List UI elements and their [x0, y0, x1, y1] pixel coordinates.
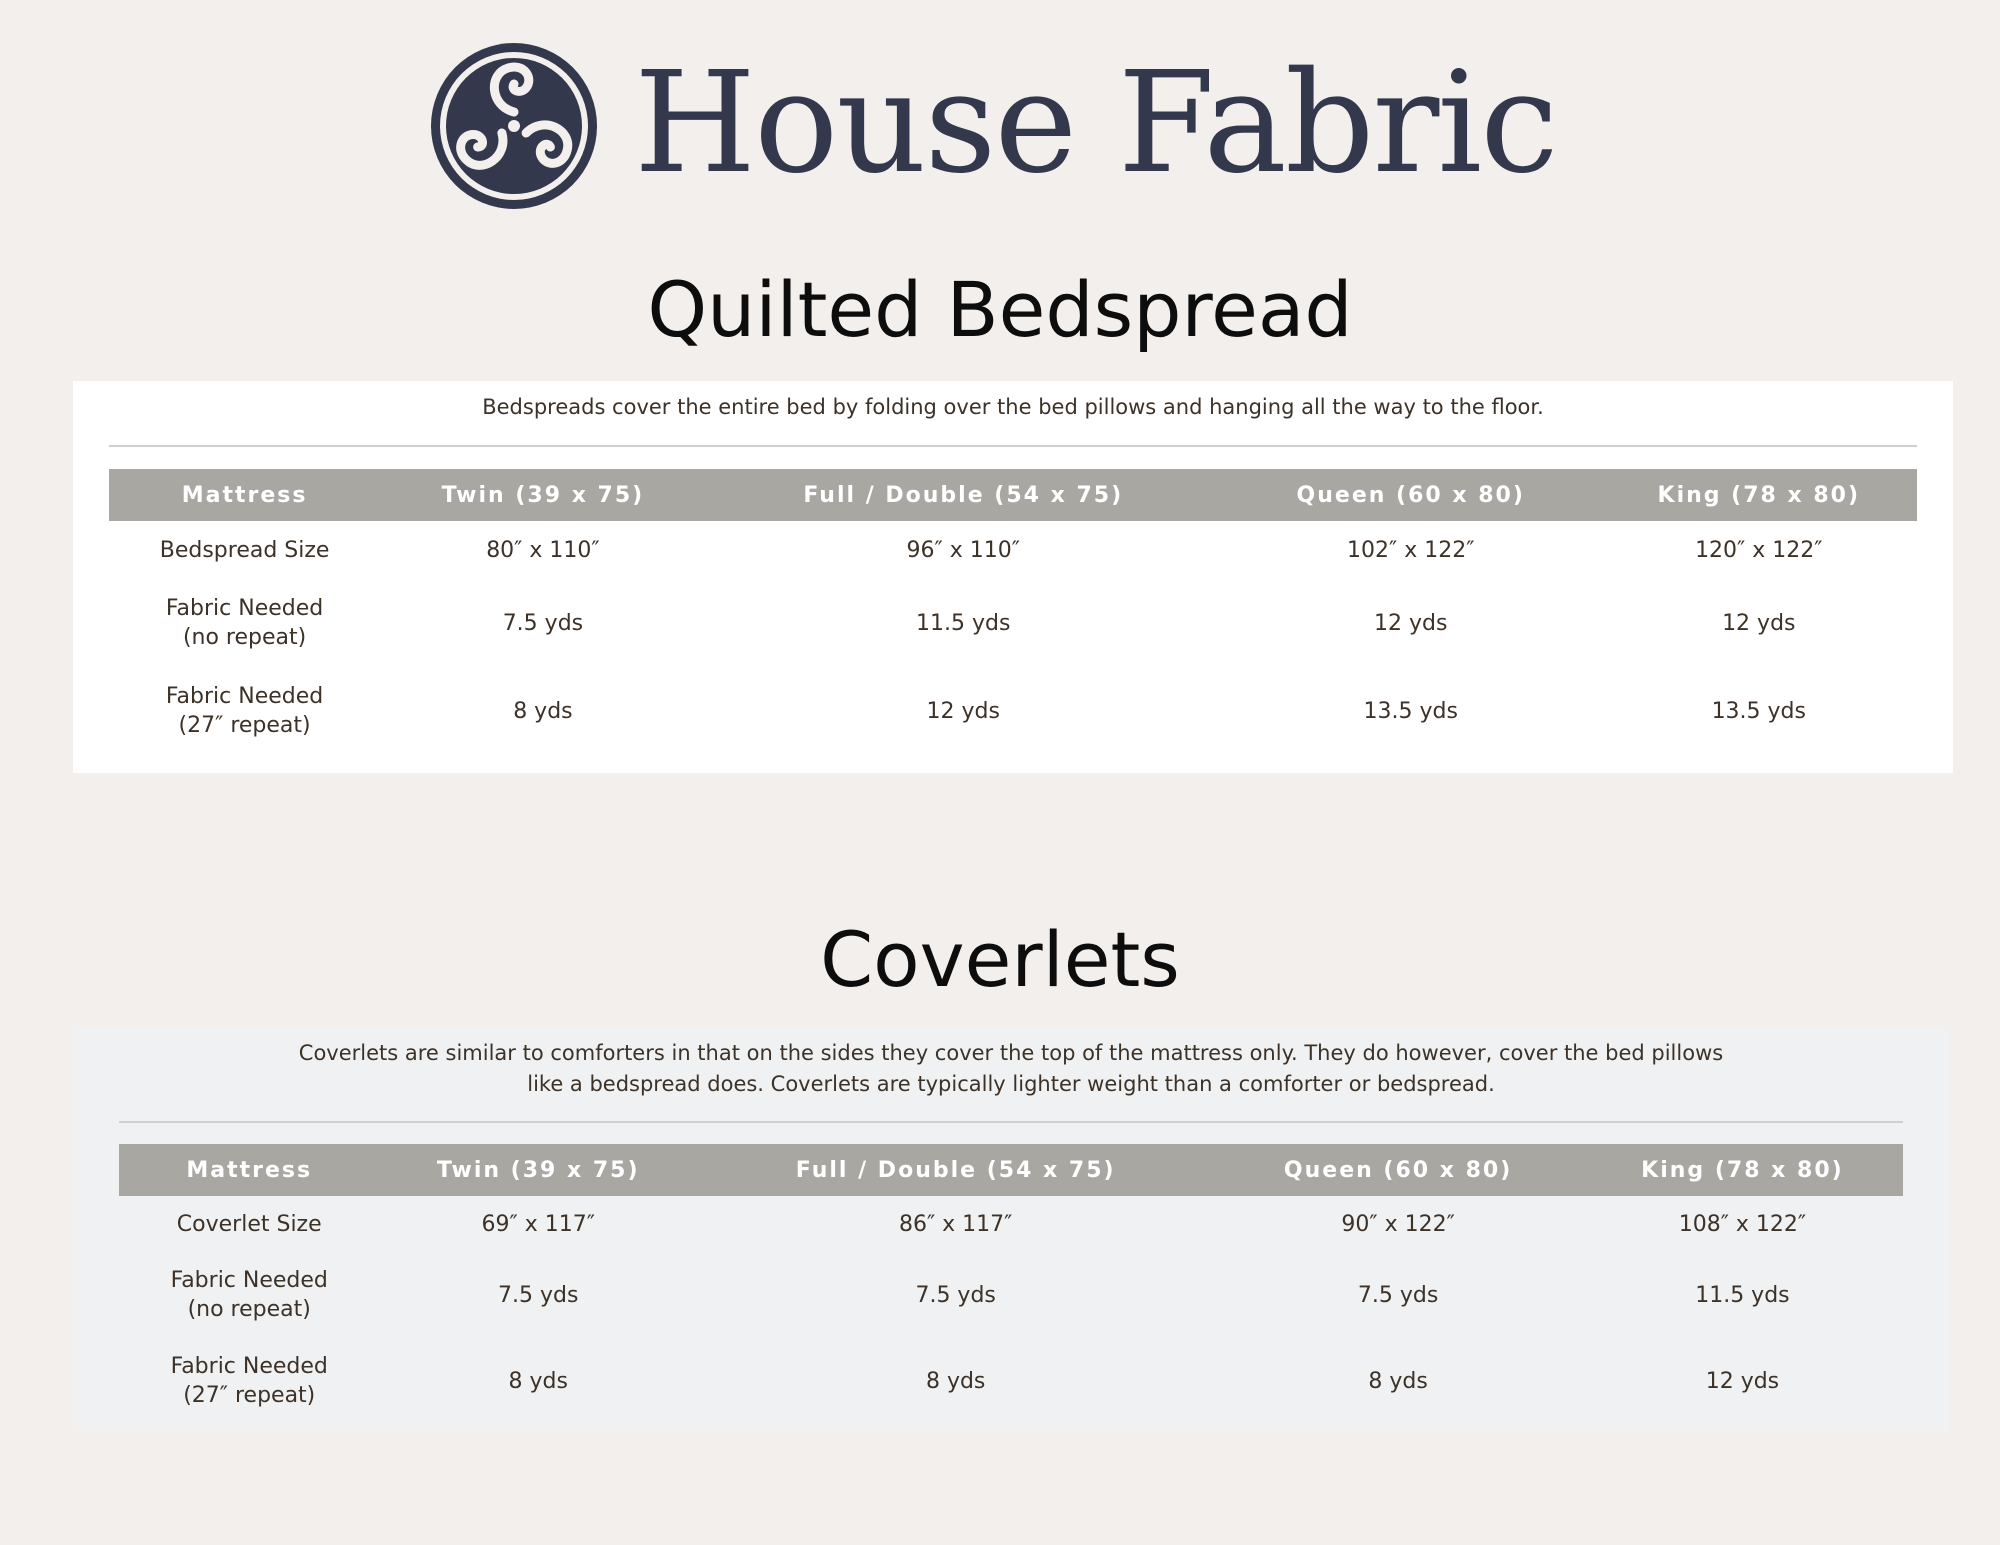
column-header-full-double: Full / Double (54 x 75) — [697, 1144, 1214, 1196]
row-label: Coverlet Size — [176, 1211, 322, 1237]
column-header-king: King (78 x 80) — [1582, 1144, 1903, 1196]
table-row — [119, 1196, 1903, 1252]
table-cell: 8 yds — [513, 698, 573, 724]
coverlet-size-table — [119, 1144, 1903, 1424]
table-cell: 13.5 yds — [1363, 698, 1458, 724]
table-cell: 102″ x 122″ — [1347, 537, 1475, 563]
table-cell: 8 yds — [925, 1368, 986, 1394]
divider — [109, 445, 1917, 447]
table-cell: 7.5 yds — [502, 610, 584, 636]
table-cell: 12 yds — [926, 698, 1000, 724]
table-cell: 86″ x 117″ — [898, 1211, 1013, 1237]
row-label: Fabric Needed (no repeat) — [165, 596, 324, 650]
table-cell: 12 yds — [1374, 610, 1448, 636]
section-title-quilted-bedspread: Quilted Bedspread — [647, 265, 1353, 354]
row-label: Fabric Needed (27″ repeat) — [165, 684, 324, 738]
table-cell: 7.5 yds — [915, 1282, 996, 1308]
table-cell: 108″ x 122″ — [1678, 1211, 1807, 1237]
column-header-queen: Queen (60 x 80) — [1221, 469, 1601, 521]
row-label: Fabric Needed (27″ repeat) — [170, 1354, 328, 1408]
table-header-row — [109, 469, 1917, 521]
table-row — [109, 579, 1917, 667]
column-header-king: King (78 x 80) — [1601, 469, 1917, 521]
table-cell: 11.5 yds — [916, 610, 1011, 636]
table-cell: 7.5 yds — [1357, 1282, 1439, 1308]
bedspread-panel — [73, 381, 1953, 773]
column-header-mattress: Mattress — [109, 469, 380, 521]
table-row — [119, 1338, 1903, 1424]
column-header-twin: Twin (39 x 75) — [379, 1144, 697, 1196]
description-line: like a bedspread does. Coverlets are typically lighter weight than a comforter or bedspread. — [527, 1072, 1495, 1096]
row-label: Fabric Needed (no repeat) — [170, 1268, 328, 1322]
table-cell: 8 yds — [1368, 1368, 1428, 1394]
table-cell: 8 yds — [508, 1368, 568, 1394]
row-label: Bedspread Size — [159, 537, 330, 563]
table-cell: 80″ x 110″ — [486, 537, 600, 563]
brand-header — [428, 40, 1557, 212]
column-header-twin: Twin (39 x 75) — [380, 469, 705, 521]
coverlets-description — [119, 1027, 1903, 1107]
column-header-mattress: Mattress — [119, 1144, 379, 1196]
column-header-full-double: Full / Double (54 x 75) — [706, 469, 1221, 521]
section-title-coverlets: Coverlets — [820, 915, 1180, 1004]
column-header-queen: Queen (60 x 80) — [1214, 1144, 1582, 1196]
divider — [119, 1121, 1903, 1123]
table-cell: 120″ x 122″ — [1695, 537, 1823, 563]
table-cell: 90″ x 122″ — [1341, 1211, 1455, 1237]
triskele-spiral-icon — [428, 40, 600, 212]
bedspread-description: Bedspreads cover the entire bed by folding over the bed pillows and hanging all the way to the floor. — [482, 395, 1544, 419]
bedspread-size-table — [109, 469, 1917, 755]
description-line: Coverlets are similar to comforters in that on the sides they cover the top of the mattress only. They do however, cover the bed pillows — [298, 1041, 1724, 1065]
table-cell: 12 yds — [1722, 610, 1796, 636]
table-cell: 12 yds — [1705, 1368, 1780, 1394]
table-header-row — [119, 1144, 1903, 1196]
table-cell: 11.5 yds — [1695, 1282, 1790, 1308]
table-cell: 96″ x 110″ — [906, 537, 1020, 563]
table-cell: 69″ x 117″ — [481, 1211, 595, 1237]
table-row — [109, 667, 1917, 755]
table-cell: 13.5 yds — [1711, 698, 1806, 724]
coverlets-panel — [73, 1027, 1949, 1430]
table-row — [119, 1252, 1903, 1338]
brand-name: House Fabric — [634, 42, 1557, 205]
table-row — [109, 521, 1917, 579]
table-cell: 7.5 yds — [498, 1282, 579, 1308]
